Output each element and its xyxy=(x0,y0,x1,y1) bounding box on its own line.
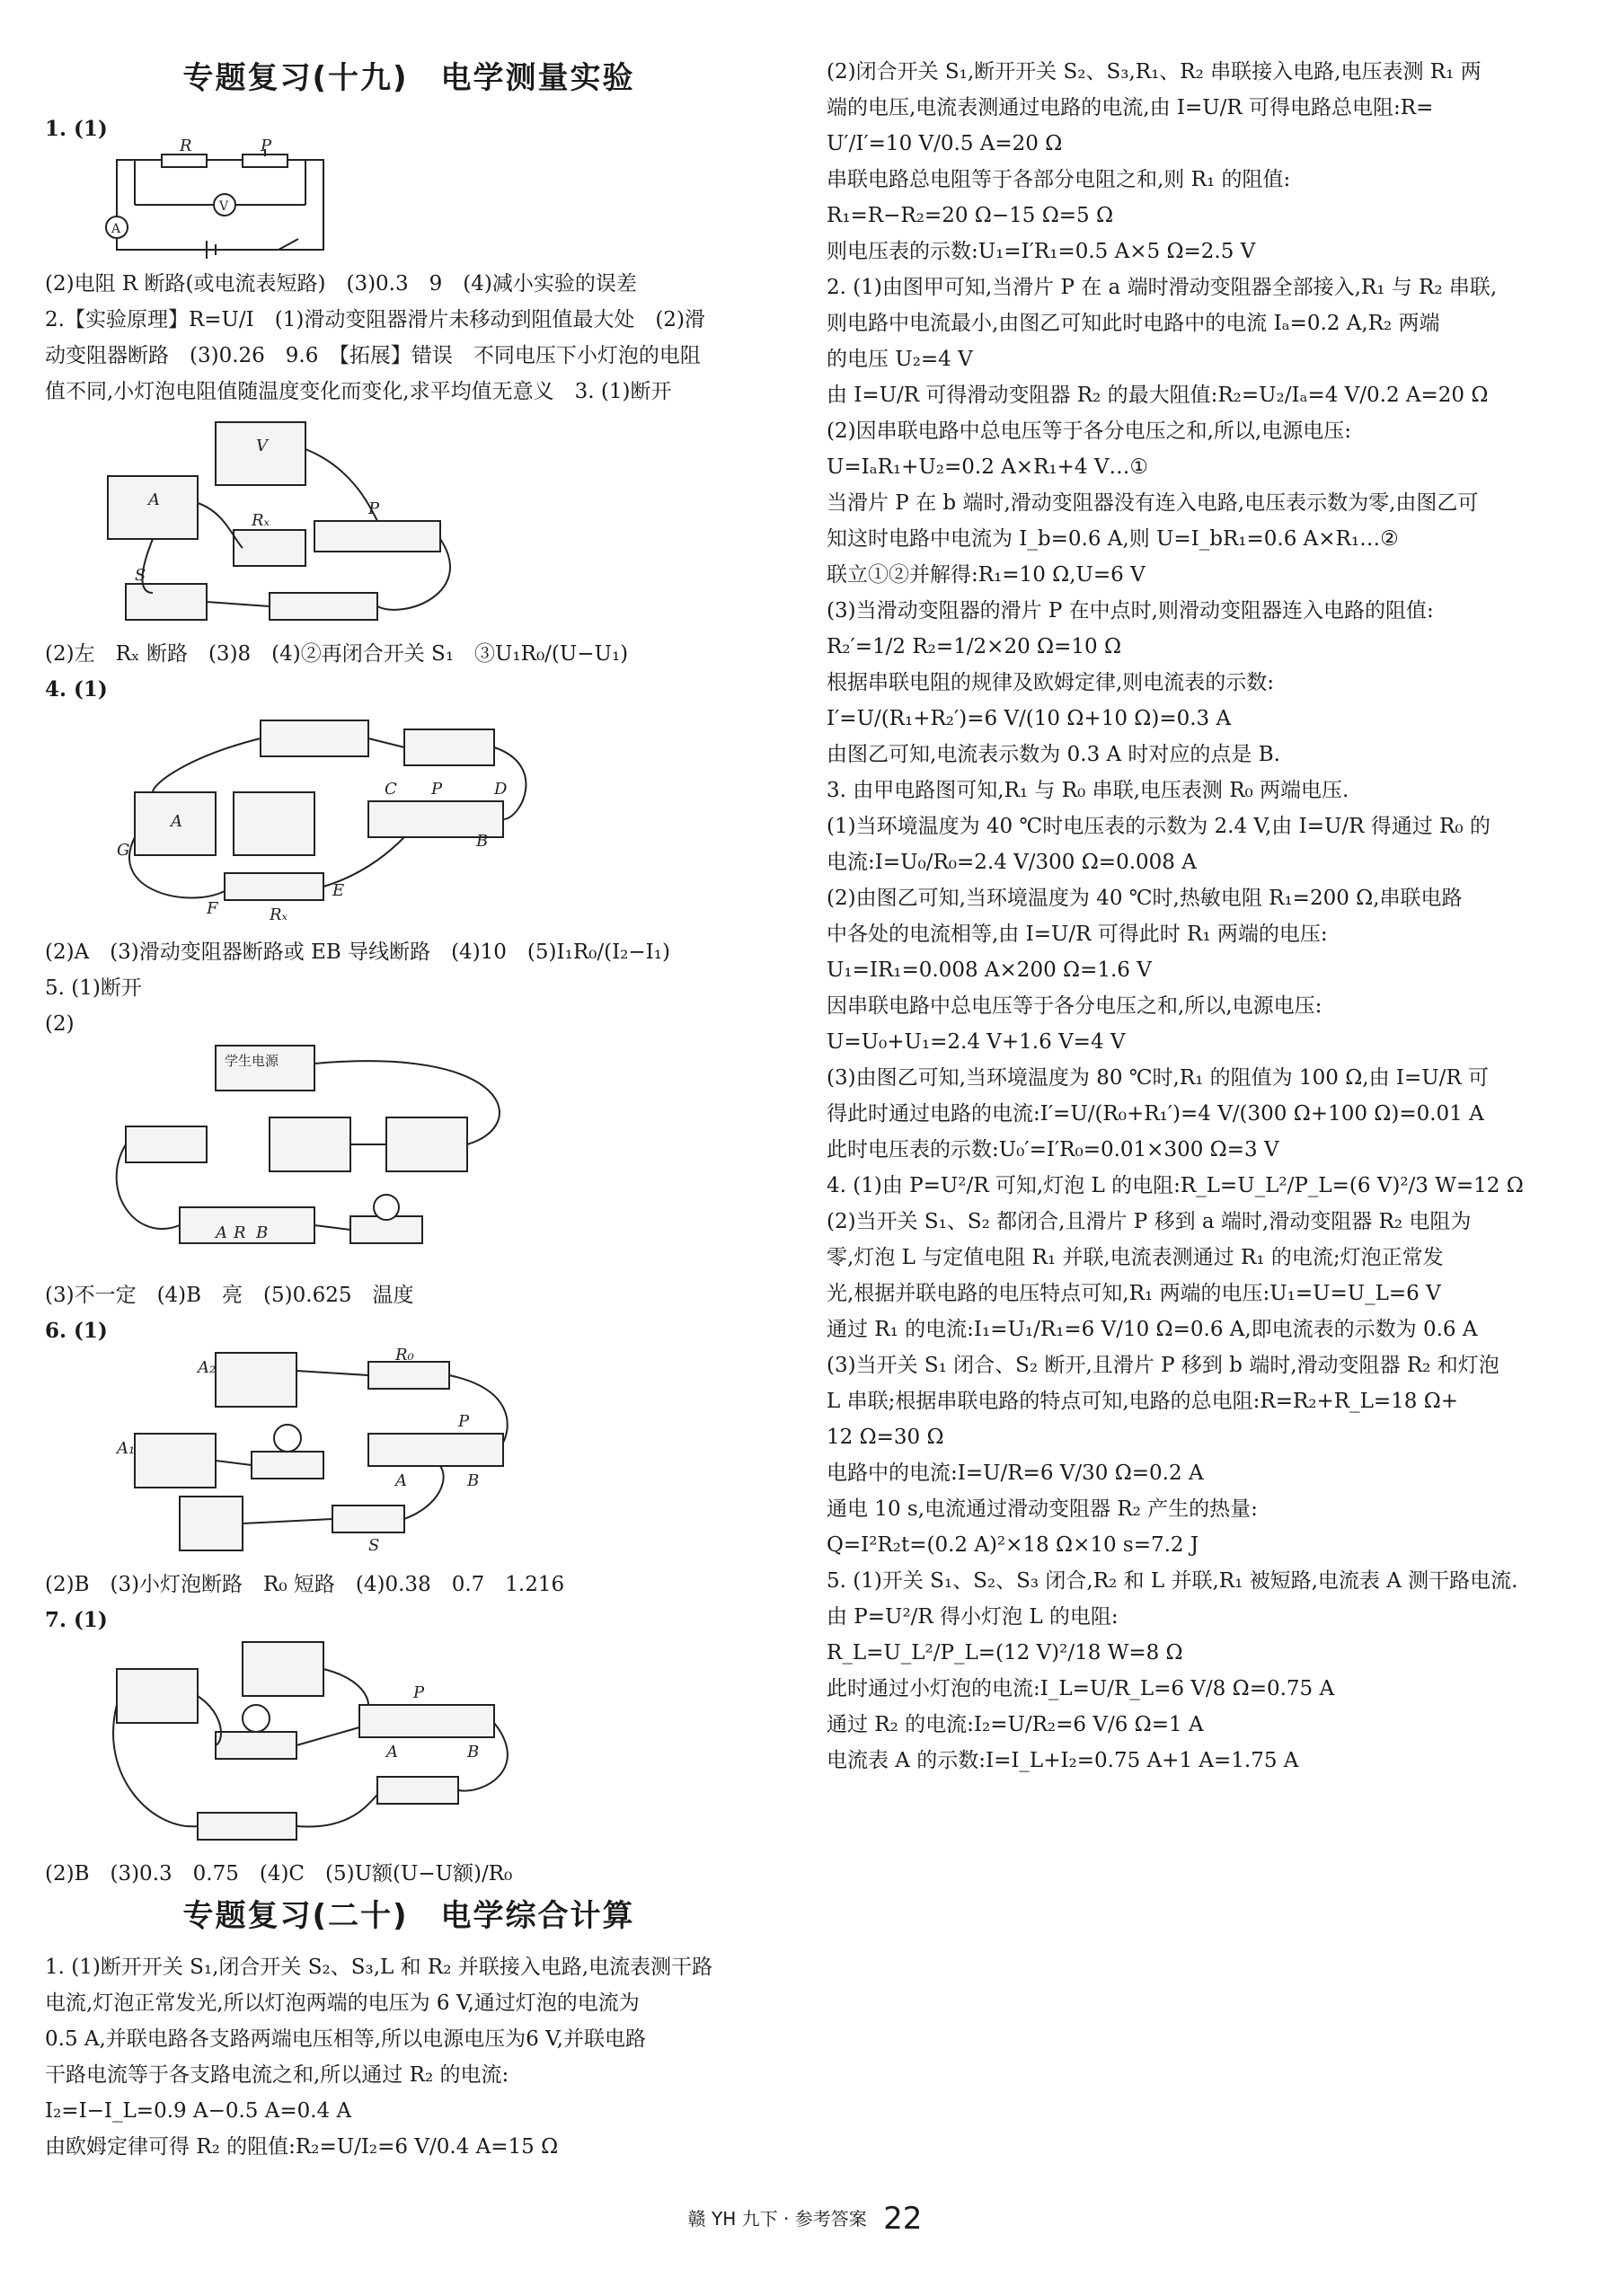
section-title-20: 专题复习(二十) 电学综合计算 xyxy=(182,1898,635,1934)
right-column xyxy=(827,54,1536,1779)
calc-q1-line-4: 干路电流等于各支路电流之和,所以通过 R₂ 的电流: xyxy=(45,2063,509,2087)
fig5-label-supply: 学生电源 xyxy=(225,1053,279,1069)
fig4-label-rx: Rₓ xyxy=(270,905,288,924)
r-line-18: 根据串联电阻的规律及欧姆定律,则电流表的示数: xyxy=(827,671,1275,694)
r-line-44: 由 P=U²/R 得小灯泡 L 的电阻: xyxy=(827,1605,1119,1629)
page-number: 22 xyxy=(883,2201,923,2237)
r-line-22: (1)当环境温度为 40 ℃时电压表的示数为 2.4 V,由 I=U/R 得通过 R₀ 的 xyxy=(827,815,1491,838)
section-title-19: 专题复习(十九) 电学测量实验 xyxy=(182,60,635,96)
r-line-34: 零,灯泡 L 与定值电阻 R₁ 并联,电流表测通过 R₁ 的电流;灯泡正常发 xyxy=(827,1246,1444,1269)
fig6-label-a2: A₂ xyxy=(198,1358,217,1377)
r-line-15: 联立①②并解得:R₁=10 Ω,U=6 V xyxy=(827,563,1146,587)
fig4-label-b: B xyxy=(476,832,489,851)
figure-q7-circuit xyxy=(99,1642,773,1849)
fig4-label-e: E xyxy=(332,881,345,900)
page-footer xyxy=(0,2201,1610,2237)
q6-label: 6. (1) xyxy=(45,1319,108,1343)
r-line-1: (2)闭合开关 S₁,断开开关 S₂、S₃,R₁、R₂ 串联接入电路,电压表测 R₁ 两 xyxy=(827,60,1482,84)
q1-answers: (2)电阻 R 断路(或电流表短路) (3)0.3 9 (4)减小实验的误差 xyxy=(45,272,637,296)
r-line-28: U=U₀+U₁=2.4 V+1.6 V=4 V xyxy=(827,1030,1126,1054)
r-line-45: R_L=U_L²/P_L=(12 V)²/18 W=8 Ω xyxy=(827,1641,1183,1665)
fig3-label-v: V xyxy=(256,437,268,455)
q7-label: 7. (1) xyxy=(45,1608,108,1632)
r-line-41: 通电 10 s,电流通过滑动变阻器 R₂ 产生的热量: xyxy=(827,1497,1258,1521)
fig1-label-a: A xyxy=(111,222,121,236)
r-line-48: 电流表 A 的示数:I=I_L+I₂=0.75 A+1 A=1.75 A xyxy=(827,1749,1299,1772)
fig6-label-r0: R₀ xyxy=(395,1346,414,1364)
r-line-3: U′/I′=10 V/0.5 A=20 Ω xyxy=(827,132,1063,155)
r-line-27: 因串联电路中总电压等于各分电压之和,所以,电源电压: xyxy=(827,994,1322,1018)
r-line-26: U₁=IR₁=0.008 A×200 Ω=1.6 V xyxy=(827,958,1152,982)
fig7-label-b: B xyxy=(467,1743,480,1762)
r-line-10: 由 I=U/R 可得滑动变阻器 R₂ 的最大阻值:R₂=U₂/Iₐ=4 V/0.2 A=20 Ω xyxy=(827,384,1489,407)
r-line-43: 5. (1)开关 S₁、S₂、S₃ 闭合,R₂ 和 L 并联,R₁ 被短路,电流表 A 测干路电流. xyxy=(827,1569,1518,1593)
fig6-label-a: A xyxy=(395,1471,407,1490)
calc-q1-line-1: 1. (1)断开开关 S₁,闭合开关 S₂、S₃,L 和 R₂ 并联接入电路,电流表测干路 xyxy=(45,1956,713,1979)
fig4-label-c: C xyxy=(385,780,397,799)
r-line-30: 得此时通过电路的电流:I′=U/(R₀+R₁′)=4 V/(300 Ω+100 Ω)=0.01 A xyxy=(827,1102,1484,1126)
fig3-label-a: A xyxy=(148,490,160,509)
calc-q1-line-2: 电流,灯泡正常发光,所以灯泡两端的电压为 6 V,通过灯泡的电流为 xyxy=(45,1991,640,2015)
fig6-label-s: S xyxy=(368,1536,380,1555)
r-line-14: 知这时电路中电流为 I_b=0.6 A,则 U=I_bR₁=0.6 A×R₁…② xyxy=(827,527,1399,551)
r-line-17: R₂′=1/2 R₂=1/2×20 Ω=10 Ω xyxy=(827,635,1122,658)
r-line-19: I′=U/(R₁+R₂′)=6 V/(10 Ω+10 Ω)=0.3 A xyxy=(827,707,1232,730)
fig6-label-p: P xyxy=(458,1412,470,1431)
r-line-42: Q=I²R₂t=(0.2 A)²×18 Ω×10 s=7.2 J xyxy=(827,1533,1199,1557)
fig4-label-a-meter: A xyxy=(171,812,182,831)
fig5-label-b: B xyxy=(256,1223,269,1242)
q5-answers: (3)不一定 (4)B 亮 (5)0.625 温度 xyxy=(45,1284,414,1307)
footer-label: 赣 YH 九下 · 参考答案 xyxy=(687,2208,867,2230)
r-line-5: R₁=R−R₂=20 Ω−15 Ω=5 Ω xyxy=(827,204,1114,227)
r-line-13: 当滑片 P 在 b 端时,滑动变阻器没有连入电路,电压表示数为零,由图乙可 xyxy=(827,491,1479,515)
fig5-label-r: R xyxy=(234,1223,246,1242)
r-line-2: 端的电压,电流表测通过电路的电流,由 I=U/R 可得电路总电阻:R= xyxy=(827,96,1434,119)
r-line-29: (3)由图乙可知,当环境温度为 80 ℃时,R₁ 的阻值为 100 Ω,由 I=U/R 可 xyxy=(827,1066,1489,1090)
q4-label: 4. (1) xyxy=(45,677,108,702)
r-line-12: U=IₐR₁+U₂=0.2 A×R₁+4 V…① xyxy=(827,455,1149,479)
r-line-39: 12 Ω=30 Ω xyxy=(827,1426,944,1449)
q2-line-2: 动变阻器断路 (3)0.26 9.6 【拓展】错误 不同电压下小灯泡的电阻 xyxy=(45,344,701,367)
fig4-label-f: F xyxy=(207,899,218,918)
q7-answers: (2)B (3)0.3 0.75 (4)C (5)U额(U−U额)/R₀ xyxy=(45,1862,513,1885)
fig1-label-v: V xyxy=(219,199,229,214)
r-line-33: (2)当开关 S₁、S₂ 都闭合,且滑片 P 移到 a 端时,滑动变阻器 R₂ 电阻为 xyxy=(827,1210,1472,1233)
q5-line-2: (2) xyxy=(45,1012,75,1036)
q3-answers: (2)左 Rₓ 断路 (3)8 (4)②再闭合开关 S₁ ③U₁R₀/(U−U₁) xyxy=(45,642,629,666)
fig6-label-b: B xyxy=(467,1471,480,1490)
q1-label: 1. (1) xyxy=(45,117,108,141)
r-line-31: 此时电压表的示数:U₀′=I′R₀=0.01×300 Ω=3 V xyxy=(827,1138,1279,1161)
fig3-label-s: S xyxy=(135,566,146,585)
figure-q6-circuit xyxy=(99,1346,773,1559)
r-line-37: (3)当开关 S₁ 闭合、S₂ 断开,且滑片 P 移到 b 端时,滑动变阻器 R₂ 和灯泡 xyxy=(827,1354,1499,1377)
q5-line-1: 5. (1)断开 xyxy=(45,976,142,1000)
fig7-label-a: A xyxy=(386,1743,398,1762)
q2-line-1: 2.【实验原理】R=U/I (1)滑动变阻器滑片未移动到阻值最大处 (2)滑 xyxy=(45,308,705,331)
fig5-label-a: A xyxy=(216,1223,227,1242)
r-line-25: 中各处的电流相等,由 I=U/R 可得此时 R₁ 两端的电压: xyxy=(827,923,1328,946)
fig7-label-p: P xyxy=(413,1683,425,1702)
calc-q1-line-5: I₂=I−I_L=0.9 A−0.5 A=0.4 A xyxy=(45,2099,352,2123)
r-line-16: (3)当滑动变阻器的滑片 P 在中点时,则滑动变阻器连入电路的阻值: xyxy=(827,599,1434,623)
q2-line-3: 值不同,小灯泡电阻值随温度变化而变化,求平均值无意义 3. (1)断开 xyxy=(45,380,672,403)
r-line-38: L 串联;根据串联电路的特点可知,电路的总电阻:R=R₂+R_L=18 Ω+ xyxy=(827,1390,1459,1413)
r-line-40: 电路中的电流:I=U/R=6 V/30 Ω=0.2 A xyxy=(827,1461,1204,1485)
r-line-8: 则电路中电流最小,由图乙可知此时电路中的电流 Iₐ=0.2 A,R₂ 两端 xyxy=(827,312,1440,335)
fig4-label-p: P xyxy=(431,780,443,799)
fig1-label-p: P xyxy=(261,137,272,155)
r-line-4: 串联电路总电阻等于各部分电阻之和,则 R₁ 的阻值: xyxy=(827,168,1291,191)
figure-q1-circuit xyxy=(99,137,773,259)
figure-q4-circuit xyxy=(99,711,773,927)
r-line-21: 3. 由甲电路图可知,R₁ 与 R₀ 串联,电压表测 R₀ 两端电压. xyxy=(827,779,1349,802)
calc-q1-line-6: 由欧姆定律可得 R₂ 的阻值:R₂=U/I₂=6 V/0.4 A=15 Ω xyxy=(45,2135,559,2159)
fig3-label-p: P xyxy=(368,499,380,518)
fig6-label-a1: A₁ xyxy=(117,1439,136,1458)
r-line-36: 通过 R₁ 的电流:I₁=U₁/R₁=6 V/10 Ω=0.6 A,即电流表的示数为 0.6 A xyxy=(827,1318,1478,1341)
fig4-label-d: D xyxy=(494,780,508,799)
r-line-9: 的电压 U₂=4 V xyxy=(827,348,973,371)
r-line-32: 4. (1)由 P=U²/R 可知,灯泡 L 的电阻:R_L=U_L²/P_L=(6 V)²/3 W=12 Ω xyxy=(827,1174,1524,1197)
r-line-6: 则电压表的示数:U₁=I′R₁=0.5 A×5 Ω=2.5 V xyxy=(827,240,1256,263)
figure-q5-circuit xyxy=(99,1046,773,1270)
r-line-7: 2. (1)由图甲可知,当滑片 P 在 a 端时滑动变阻器全部接入,R₁ 与 R₂ 串联, xyxy=(827,276,1498,299)
fig3-label-rx: Rₓ xyxy=(252,511,270,530)
r-line-24: (2)由图乙可知,当环境温度为 40 ℃时,热敏电阻 R₁=200 Ω,串联电路 xyxy=(827,887,1463,910)
fig4-label-g: G xyxy=(117,841,130,860)
r-line-46: 此时通过小灯泡的电流:I_L=U/R_L=6 V/8 Ω=0.75 A xyxy=(827,1677,1335,1700)
r-line-20: 由图乙可知,电流表示数为 0.3 A 时对应的点是 B. xyxy=(827,743,1280,766)
r-line-23: 电流:I=U₀/R₀=2.4 V/300 Ω=0.008 A xyxy=(827,851,1197,874)
calc-q1-line-3: 0.5 A,并联电路各支路两端电压相等,所以电源电压为6 V,并联电路 xyxy=(45,2027,646,2051)
figure-q3-circuit xyxy=(99,413,773,629)
q6-answers: (2)B (3)小灯泡断路 R₀ 短路 (4)0.38 0.7 1.216 xyxy=(45,1573,565,1596)
r-line-47: 通过 R₂ 的电流:I₂=U/R₂=6 V/6 Ω=1 A xyxy=(827,1713,1204,1736)
left-column xyxy=(45,54,773,2165)
r-line-35: 光,根据并联电路的电压特点可知,R₁ 两端的电压:U₁=U=U_L=6 V xyxy=(827,1282,1441,1305)
r-line-11: (2)因串联电路中总电压等于各分电压之和,所以,电源电压: xyxy=(827,419,1351,443)
q4-answers: (2)A (3)滑动变阻器断路或 EB 导线断路 (4)10 (5)I₁R₀/(I₂−I₁) xyxy=(45,940,670,964)
fig1-label-r: R xyxy=(180,137,192,155)
